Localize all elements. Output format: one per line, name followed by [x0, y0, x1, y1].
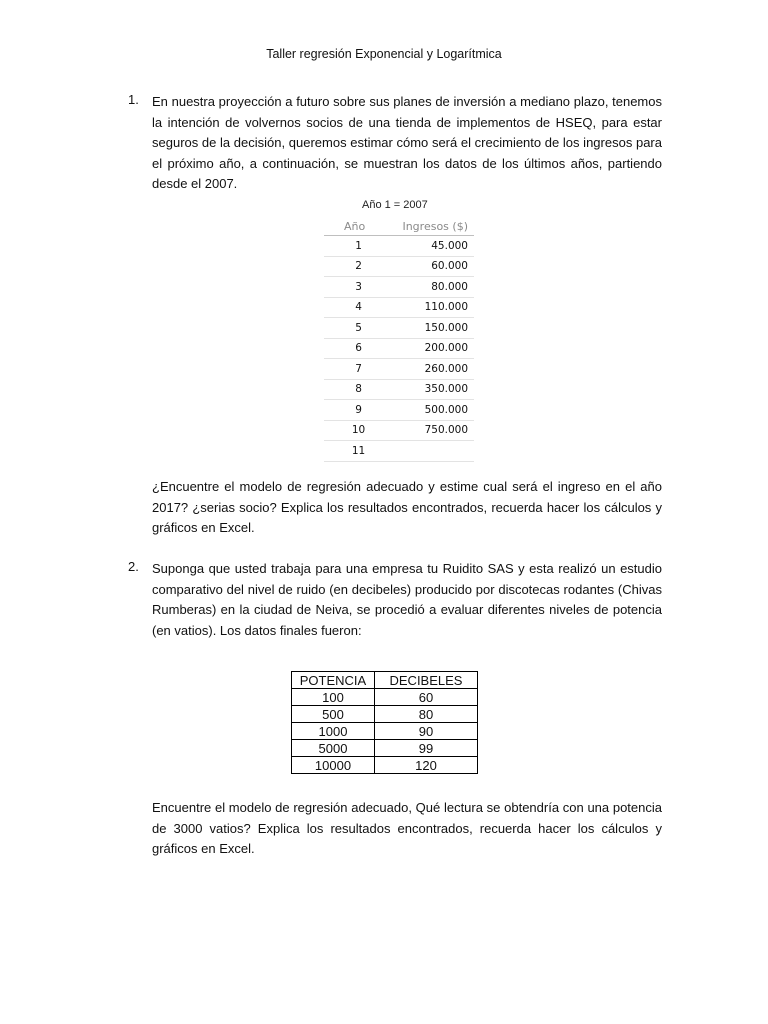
table-row	[324, 441, 474, 462]
table-cell: 110.000	[385, 297, 474, 318]
table-cell: 60	[375, 689, 478, 706]
document-title: Taller regresión Exponencial y Logarítmica	[266, 47, 502, 61]
column-header-power: POTENCIA	[292, 672, 375, 689]
exercise-1-statement: En nuestra proyección a futuro sobre sus planes de inversión a mediano plazo, tenemos la intención de volvernos socios de una tienda de implementos de HSEQ, para estar seguros de la decisión, queremos estimar cómo será el crecimiento de los ingresos para el próximo año, a continuación, se muestran los datos de los últimos años, partiendo desde el 2007.	[152, 94, 662, 191]
table-cell: 1	[324, 236, 385, 257]
table-row	[324, 256, 474, 277]
exercise-2-question-block	[152, 798, 662, 873]
table-cell: 11	[324, 441, 385, 462]
table-cell: 500	[292, 706, 375, 723]
table-cell: 9	[324, 400, 385, 421]
table-cell: 100	[292, 689, 375, 706]
table-cell: 10000	[292, 757, 375, 774]
table-row	[292, 689, 478, 706]
table-cell: 10	[324, 420, 385, 441]
table-row	[324, 420, 474, 441]
table-row	[324, 379, 474, 400]
table-cell: 4	[324, 297, 385, 318]
exercise-1	[128, 92, 662, 208]
table-cell: 150.000	[385, 318, 474, 339]
table-cell: 90	[375, 723, 478, 740]
exercise-1-number: 1.	[128, 92, 139, 107]
table-cell: 260.000	[385, 359, 474, 380]
table-cell: 350.000	[385, 379, 474, 400]
noise-table	[291, 671, 478, 774]
table-row	[292, 757, 478, 774]
exercise-2-statement: Suponga que usted trabaja para una empresa tu Ruidito SAS y esta realizó un estudio comparativo del nivel de ruido (en decibeles) producido por discotecas rodantes (Chivas Rumberas) en la ciudad de Neiva, se procedió a evaluar diferentes niveles de potencia (en vatios). Los datos finales fueron:	[152, 561, 662, 638]
table-cell: 7	[324, 359, 385, 380]
exercise-2	[128, 559, 662, 654]
table-row	[324, 297, 474, 318]
column-header-decibels: DECIBELES	[375, 672, 478, 689]
table-cell: 500.000	[385, 400, 474, 421]
table-row	[292, 706, 478, 723]
table-cell: 80	[375, 706, 478, 723]
table-row	[324, 338, 474, 359]
table-row	[324, 277, 474, 298]
table-row	[292, 740, 478, 757]
table1-caption: Año 1 = 2007	[362, 199, 428, 211]
table-row	[292, 723, 478, 740]
table-row	[324, 359, 474, 380]
table-cell: 120	[375, 757, 478, 774]
table-cell: 45.000	[385, 236, 474, 257]
income-table	[324, 218, 474, 462]
table-cell	[385, 441, 474, 462]
table-row	[324, 318, 474, 339]
table-cell: 8	[324, 379, 385, 400]
exercise-2-question: Encuentre el modelo de regresión adecuado, Qué lectura se obtendría con una potencia de 3000 vatios? Explica los resultados encontrados, recuerda hacer los cálculos y gráficos en Excel.	[152, 800, 662, 856]
table-cell: 6	[324, 338, 385, 359]
table-row	[324, 400, 474, 421]
table-cell: 5	[324, 318, 385, 339]
table-header-row	[324, 218, 474, 236]
table-cell: 5000	[292, 740, 375, 757]
table-cell: 1000	[292, 723, 375, 740]
table-cell: 750.000	[385, 420, 474, 441]
table-cell: 80.000	[385, 277, 474, 298]
table-cell: 3	[324, 277, 385, 298]
table-cell: 2	[324, 256, 385, 277]
table-cell: 200.000	[385, 338, 474, 359]
exercise-2-number: 2.	[128, 559, 139, 574]
table-cell: 60.000	[385, 256, 474, 277]
exercise-1-question: ¿Encuentre el modelo de regresión adecuado y estime cual será el ingreso en el año 2017? ¿serias socio? Explica los resultados encontrados, recuerda hacer los cálculos y gráficos en Excel.	[152, 479, 662, 535]
exercise-1-question-block	[152, 477, 662, 552]
table-row	[324, 236, 474, 257]
column-header-year: Año	[324, 218, 385, 236]
table-header-row	[292, 672, 478, 689]
column-header-income: Ingresos ($)	[385, 218, 474, 236]
table-cell: 99	[375, 740, 478, 757]
